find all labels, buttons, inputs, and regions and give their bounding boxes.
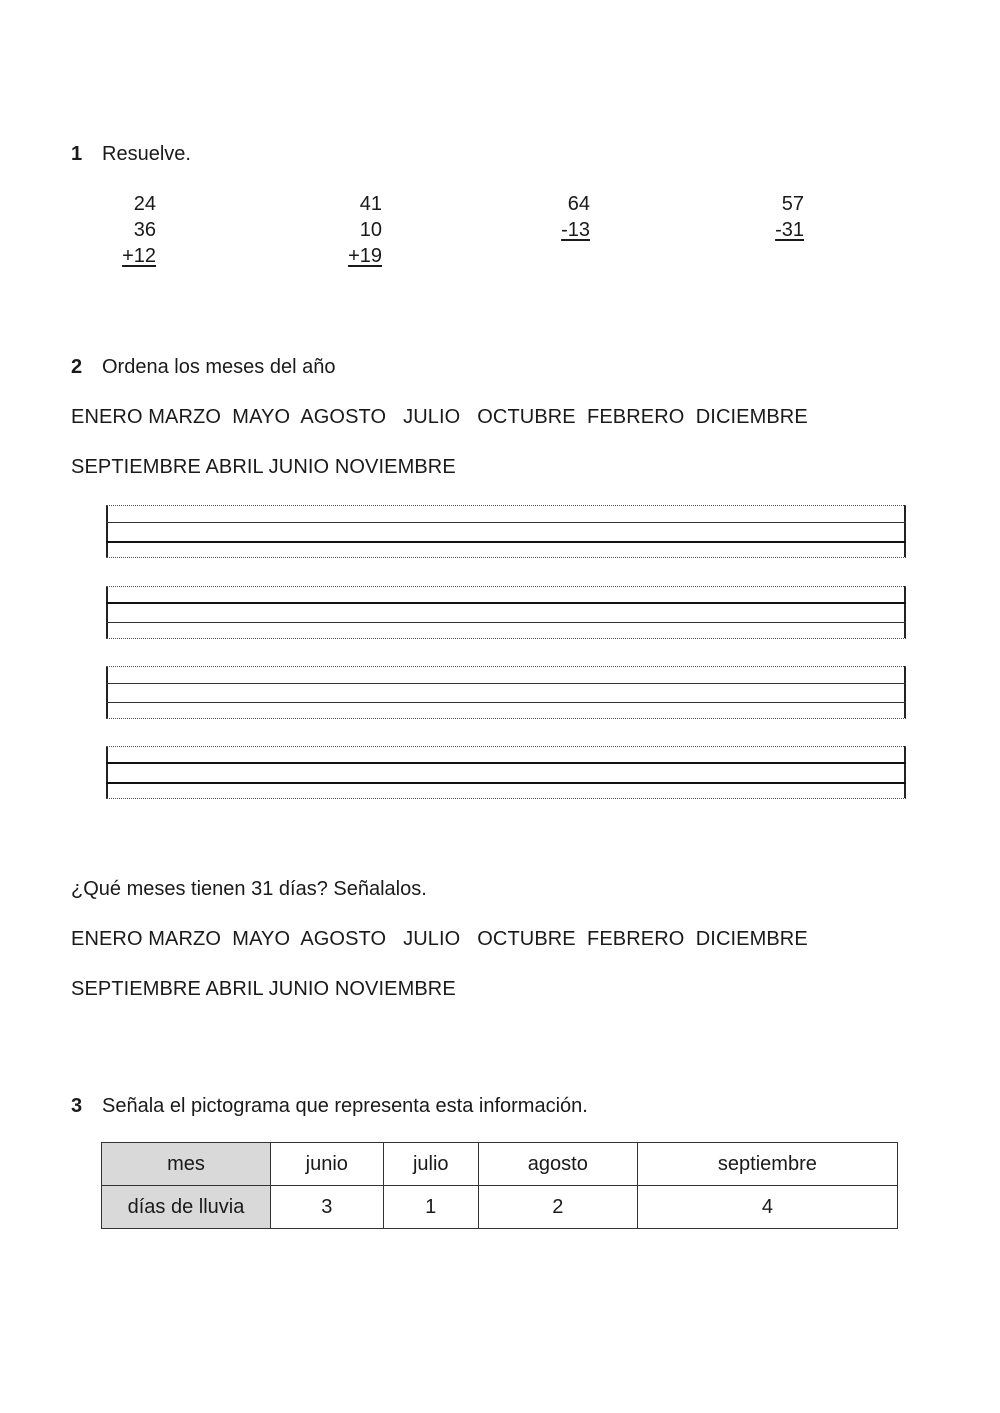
- table-cell: septiembre: [637, 1143, 897, 1186]
- exercise-title: Ordena los meses del año: [102, 356, 336, 378]
- table-row-month: [102, 1143, 898, 1186]
- question-months-line-2[interactable]: SEPTIEMBRE ABRIL JUNIO NOVIEMBRE: [71, 978, 456, 1000]
- operation-1-line-2: 36: [133, 219, 156, 241]
- months-list-line-1: ENERO MARZO MAYO AGOSTO JULIO OCTUBRE FEBRERO DICIEMBRE: [71, 406, 808, 428]
- question-31-days: ¿Qué meses tienen 31 días? Señalalos.: [71, 878, 427, 900]
- operation-3-line-1: 64: [567, 193, 590, 215]
- table-cell: 3: [271, 1186, 384, 1229]
- table-row-rain-days: [102, 1186, 898, 1229]
- exercise-title: Señala el pictograma que representa esta información.: [102, 1095, 588, 1117]
- operation-3-line-2: -13: [561, 219, 590, 241]
- question-months-line-1[interactable]: ENERO MARZO MAYO AGOSTO JULIO OCTUBRE FEBRERO DICIEMBRE: [71, 928, 808, 950]
- table-cell: 4: [637, 1186, 897, 1229]
- table-cell: 2: [478, 1186, 637, 1229]
- exercise-number: 1: [71, 143, 83, 165]
- operation-4-line-2: -31: [775, 219, 804, 241]
- rain-days-table: [101, 1142, 898, 1229]
- exercise-3-heading: [71, 1095, 588, 1118]
- table-cell: 1: [383, 1186, 478, 1229]
- table-cell: julio: [383, 1143, 478, 1186]
- operation-4-line-1: 57: [781, 193, 804, 215]
- operation-1-line-1: 24: [133, 193, 156, 215]
- operation-2-line-1: 41: [359, 193, 382, 215]
- table-cell: agosto: [478, 1143, 637, 1186]
- exercise-number: 2: [71, 356, 83, 378]
- operation-1-line-3: +12: [122, 245, 156, 267]
- operation-2-line-3: +19: [348, 245, 382, 267]
- operation-2-line-2: 10: [359, 219, 382, 241]
- exercise-title: Resuelve.: [102, 143, 191, 165]
- table-header-cell: mes: [102, 1143, 271, 1186]
- exercise-1-heading: [71, 143, 191, 166]
- exercise-2-heading: [71, 356, 335, 379]
- exercise-number: 3: [71, 1095, 83, 1117]
- months-list-line-2: SEPTIEMBRE ABRIL JUNIO NOVIEMBRE: [71, 456, 456, 478]
- table-cell: junio: [271, 1143, 384, 1186]
- table-header-cell: días de lluvia: [102, 1186, 271, 1229]
